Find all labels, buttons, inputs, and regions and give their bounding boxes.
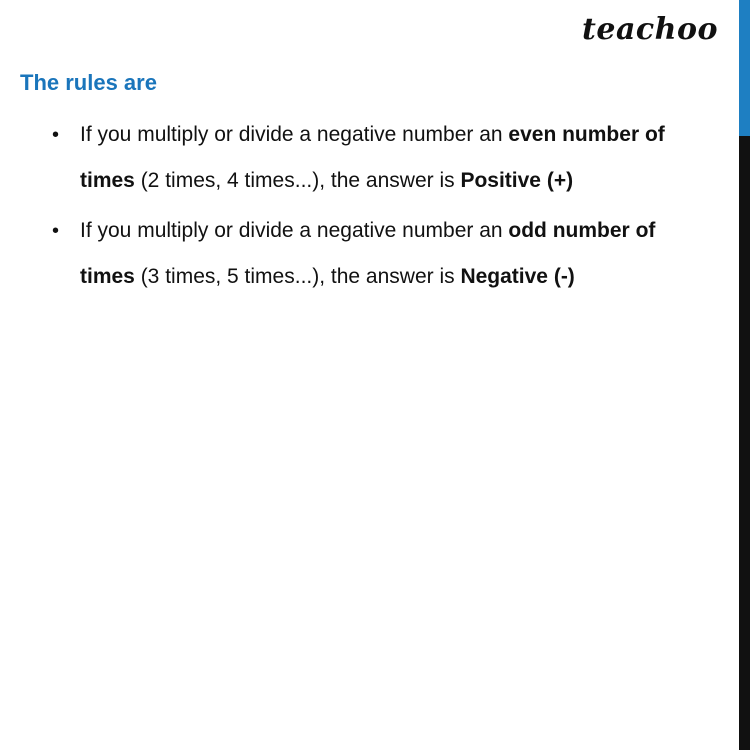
rule-result: Negative (-)	[460, 265, 575, 288]
rule-emphasis: odd number of times	[80, 219, 656, 288]
rule-text: If you multiply or divide a negative number an	[80, 219, 509, 242]
rule-text: If you multiply or divide a negative number an	[80, 123, 509, 146]
sidebar-accent-blue	[739, 0, 750, 136]
rule-text: (2 times, 4 times...), the answer is	[134, 169, 461, 192]
rule-text: (3 times, 5 times...), the answer is	[134, 265, 461, 288]
bullet-icon: •	[52, 220, 60, 242]
teachoo-logo: teachoo	[582, 12, 718, 47]
rule-item-odd	[50, 208, 710, 300]
sidebar-accent-dark	[739, 136, 750, 750]
section-heading: The rules are	[20, 70, 157, 95]
bullet-icon: •	[52, 124, 60, 146]
rule-emphasis: even number of times	[80, 123, 665, 192]
rules-list	[50, 112, 710, 304]
rule-item-even	[50, 112, 710, 204]
rule-result: Positive (+)	[460, 169, 574, 192]
